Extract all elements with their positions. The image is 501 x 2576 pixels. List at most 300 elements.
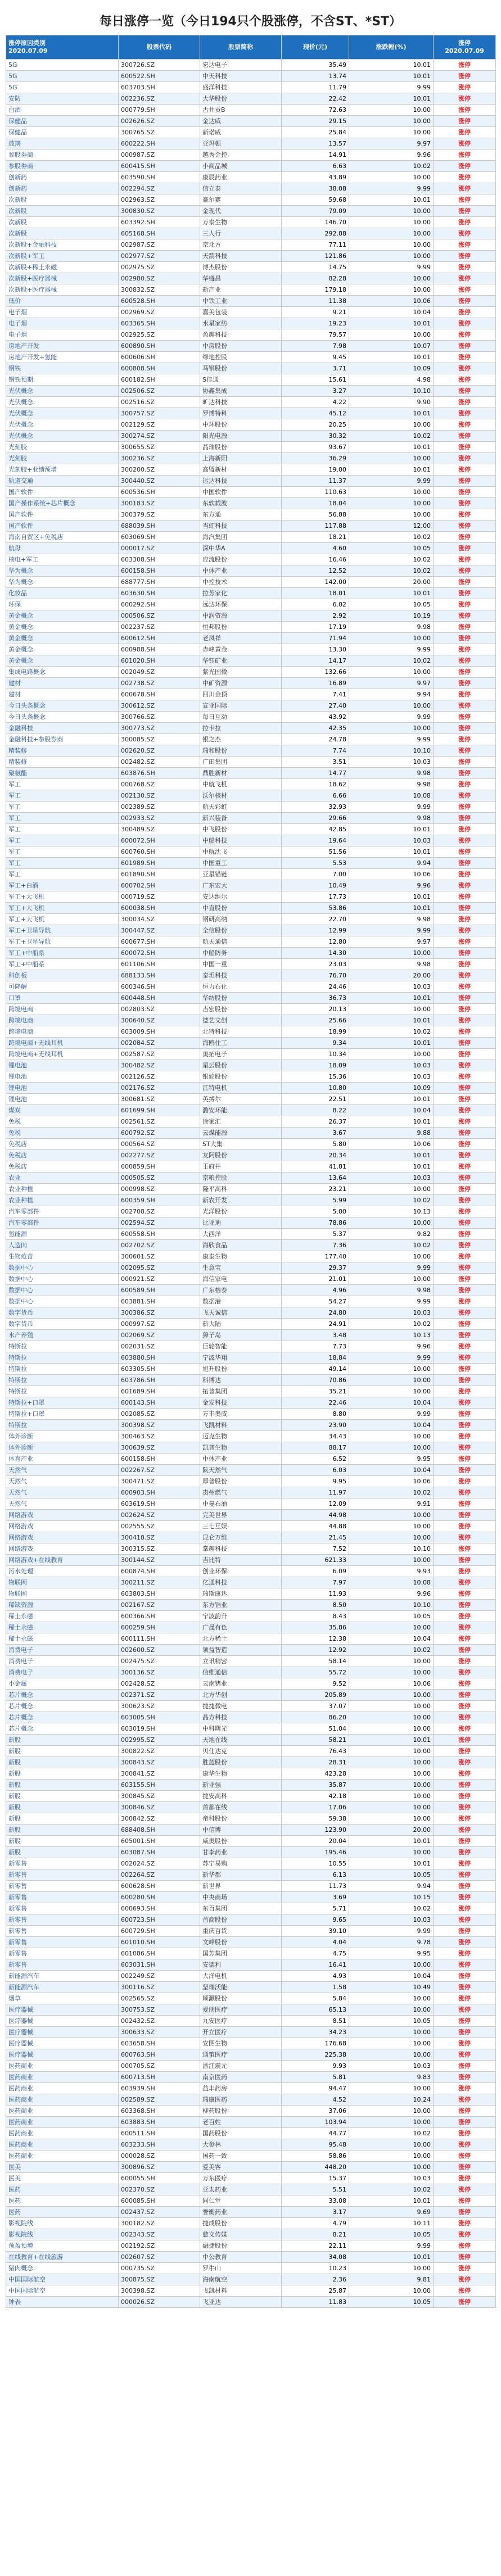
status-cell: 涨停 [434,2106,496,2117]
name-cell: 中国重工 [200,858,282,869]
pct-cell: 10.01 [349,464,434,476]
status-cell: 涨停 [434,2083,496,2094]
sector-cell: 电子烟 [6,307,119,318]
price-cell: 34.08 [282,2252,349,2263]
table-row [6,2038,496,2049]
sector-cell: 核电+军工 [6,554,119,565]
price-cell: 205.89 [282,1690,349,1701]
sector-cell: 集成电路概念 [6,667,119,678]
pct-cell: 10.00 [349,2004,434,2016]
pct-cell: 9.99 [349,476,434,487]
sector-cell: 光伏概念 [6,431,119,442]
table-row [6,802,496,813]
code-cell: 300773.SZ [119,723,200,734]
name-cell: 京北方 [200,239,282,251]
table-row [6,1128,496,1139]
price-cell: 23.21 [282,1184,349,1195]
pct-cell: 10.01 [349,352,434,363]
code-cell: 601699.SH [119,1105,200,1116]
code-cell: 601086.SH [119,1948,200,1959]
price-cell: 11.97 [282,1487,349,1498]
table-row [6,1465,496,1476]
table-row [6,2207,496,2218]
name-cell: 东百集团 [200,1903,282,1914]
pct-cell: 10.00 [349,2139,434,2151]
name-cell: 安达维尔 [200,891,282,903]
table-row [6,981,496,993]
table-row [6,1735,496,1746]
price-cell: 44.77 [282,2128,349,2139]
table-row [6,1274,496,1285]
pct-cell: 10.01 [349,93,434,105]
table-row [6,644,496,655]
price-cell: 4.79 [282,2218,349,2229]
table-row [6,1229,496,1240]
price-cell: 6.02 [282,599,349,610]
sector-cell: 钢铁 [6,363,119,374]
code-cell: 300236.SZ [119,453,200,464]
code-cell: 600259.SH [119,1622,200,1633]
price-cell: 59.68 [282,194,349,206]
status-cell: 涨停 [434,1409,496,1420]
sector-cell: 国产软件 [6,520,119,532]
name-cell: 苏宁易购 [200,1858,282,1869]
table-row [6,1588,496,1600]
code-cell: 002482.SZ [119,757,200,768]
price-cell: 35.86 [282,1622,349,1633]
status-cell: 涨停 [434,1172,496,1184]
price-cell: 19.64 [282,835,349,846]
price-cell: 22.46 [282,1397,349,1409]
sector-cell: 生物疫苗 [6,1251,119,1262]
code-cell: 603365.SH [119,318,200,329]
status-cell: 涨停 [434,1667,496,1678]
pct-cell: 10.00 [349,667,434,678]
pct-cell: 10.00 [349,1802,434,1813]
code-cell: 000719.SZ [119,891,200,903]
code-cell: 300640.SZ [119,1015,200,1026]
name-cell: 潞安环能 [200,1105,282,1116]
price-cell: 88.17 [282,1442,349,1454]
table-row [6,2083,496,2094]
price-cell: 14.30 [282,948,349,959]
pct-cell: 10.00 [349,127,434,138]
sector-cell: 金融科技 [6,723,119,734]
code-cell: 300822.SZ [119,1746,200,1757]
name-cell: 国药股份 [200,2128,282,2139]
name-cell: 中船科技 [200,835,282,846]
pct-cell: 20.00 [349,970,434,981]
table-row [6,689,496,700]
price-cell: 4.75 [282,1948,349,1959]
pct-cell: 10.04 [349,1465,434,1476]
sector-cell: 芯片概念 [6,1690,119,1701]
price-cell: 448.20 [282,2162,349,2173]
table-row [6,1566,496,1577]
sector-cell: 华为概念 [6,565,119,577]
price-cell: 55.72 [282,1667,349,1678]
status-cell: 涨停 [434,1038,496,1049]
sector-cell: 体外诊断 [6,1431,119,1442]
sector-cell: 参股券商 [6,150,119,161]
code-cell: 601106.SH [119,959,200,970]
name-cell: 英搏尔 [200,1094,282,1105]
status-cell: 涨停 [434,757,496,768]
table-row [6,1881,496,1892]
status-cell: 涨停 [434,1386,496,1397]
code-cell: 002607.SZ [119,2252,200,2263]
table-row [6,678,496,689]
status-cell: 涨停 [434,824,496,835]
code-cell: 002249.SZ [119,1971,200,1982]
status-cell: 涨停 [434,790,496,802]
status-cell: 涨停 [434,712,496,723]
name-cell: 捷安高科 [200,1791,282,1802]
sector-cell: 军工 [6,824,119,835]
table-row [6,239,496,251]
sector-cell: 光刻胶+业绩预增 [6,464,119,476]
name-cell: 晶方科技 [200,1712,282,1723]
price-cell: 76.70 [282,970,349,981]
table-row [6,1633,496,1645]
pct-cell: 10.06 [349,869,434,880]
status-cell: 涨停 [434,959,496,970]
pct-cell: 9.99 [349,1409,434,1420]
price-cell: 4.04 [282,1937,349,1948]
status-cell: 涨停 [434,2162,496,2173]
price-cell: 8.80 [282,1409,349,1420]
price-cell: 7.00 [282,869,349,880]
pct-cell: 10.03 [349,1914,434,1926]
name-cell: ST大集 [200,1139,282,1150]
status-cell: 涨停 [434,599,496,610]
code-cell: 300315.SZ [119,1543,200,1555]
status-cell: 涨停 [434,172,496,183]
status-cell: 涨停 [434,1701,496,1712]
price-cell: 7.74 [282,745,349,757]
pct-cell: 12.00 [349,520,434,532]
name-cell: 国芳集团 [200,1948,282,1959]
table-row [6,1813,496,1825]
code-cell: 603630.SH [119,588,200,599]
sector-cell: 低价 [6,296,119,307]
name-cell: 首都在线 [200,1802,282,1813]
pct-cell: 9.98 [349,768,434,779]
status-cell: 涨停 [434,1813,496,1825]
status-cell: 涨停 [434,2027,496,2038]
name-cell: 亚太药业 [200,2184,282,2195]
code-cell: 002095.SZ [119,1262,200,1274]
code-cell: 600522.SH [119,71,200,82]
pct-cell: 9.90 [349,397,434,408]
sector-cell: 医疗器械 [6,2027,119,2038]
table-row [6,880,496,891]
sector-cell: 医药商业 [6,2061,119,2072]
price-cell: 77.11 [282,239,349,251]
sector-cell: 电子烟 [6,318,119,329]
name-cell: 南京医药 [200,2072,282,2083]
status-cell: 涨停 [434,1881,496,1892]
header-status-label: 涨停 [458,39,471,47]
name-cell: 首商股份 [200,1914,282,1926]
code-cell: 600558.SH [119,1229,200,1240]
price-cell: 10.49 [282,880,349,891]
name-cell: 盈趣科技 [200,329,282,341]
code-cell: 002626.SZ [119,116,200,127]
price-cell: 8.21 [282,2229,349,2240]
table-row [6,554,496,565]
pct-cell: 10.00 [349,1532,434,1543]
table-row [6,329,496,341]
price-cell: 17.06 [282,1802,349,1813]
price-cell: 59.38 [282,1813,349,1825]
table-row [6,2128,496,2139]
status-cell: 涨停 [434,318,496,329]
header-row [6,35,496,60]
price-cell: 2.36 [282,2274,349,2285]
code-cell: 600528.SH [119,296,200,307]
name-cell: 远达环保 [200,599,282,610]
price-cell: 20.34 [282,1150,349,1161]
status-cell: 涨停 [434,1780,496,1791]
table-row [6,341,496,352]
pct-cell: 10.00 [349,1555,434,1566]
table-row [6,757,496,768]
code-cell: 600359.SH [119,1195,200,1206]
price-cell: 21.01 [282,1274,349,1285]
status-cell: 涨停 [434,386,496,397]
code-cell: 000921.SZ [119,1274,200,1285]
code-cell: 300418.SZ [119,1532,200,1543]
name-cell: 泰坦科技 [200,970,282,981]
pct-cell: 10.06 [349,296,434,307]
sector-cell: 锂电池 [6,1071,119,1083]
table-row [6,1532,496,1543]
price-cell: 24.91 [282,1319,349,1330]
table-row [6,846,496,858]
code-cell: 002600.SZ [119,1645,200,1656]
sector-cell: 光刻胶 [6,442,119,453]
pct-cell: 10.02 [349,1319,434,1330]
status-cell: 涨停 [434,1498,496,1510]
code-cell: 300875.SZ [119,2274,200,2285]
code-cell: 300482.SZ [119,1060,200,1071]
status-cell: 涨停 [434,2252,496,2263]
price-cell: 82.28 [282,273,349,284]
sector-cell: 预盈预增 [6,2240,119,2252]
name-cell: 华纺股份 [200,993,282,1004]
sector-cell: 农业种植 [6,1195,119,1206]
sector-cell: 5G [6,71,119,82]
status-cell: 涨停 [434,1487,496,1498]
status-cell: 涨停 [434,1004,496,1015]
table-row [6,397,496,408]
code-cell: 600988.SH [119,644,200,655]
sector-cell: 在线教育+在线旅游 [6,2252,119,2263]
status-cell: 涨停 [434,2218,496,2229]
name-cell: 恒邦股份 [200,622,282,633]
table-row [6,1352,496,1364]
header-status [434,35,496,60]
code-cell: 002624.SZ [119,1510,200,1521]
code-cell: 605001.SH [119,1836,200,1847]
pct-cell: 10.03 [349,1071,434,1083]
pct-cell: 10.00 [349,1791,434,1802]
status-cell: 涨停 [434,1959,496,1971]
code-cell: 002702.SZ [119,1240,200,1251]
code-cell: 300601.SZ [119,1251,200,1262]
status-cell: 涨停 [434,1937,496,1948]
code-cell: 002708.SZ [119,1206,200,1217]
code-cell: 600693.SH [119,1903,200,1914]
sector-cell: 新股 [6,1836,119,1847]
table-row [6,217,496,228]
table-row [6,1139,496,1150]
name-cell: 中体产业 [200,565,282,577]
table-row [6,386,496,397]
name-cell: 拉卡拉 [200,723,282,734]
table-row [6,2252,496,2263]
name-cell: 帝科股份 [200,1813,282,1825]
name-cell: 北方稀土 [200,1633,282,1645]
name-cell: 水星家纺 [200,318,282,329]
table-row [6,1049,496,1060]
code-cell: 300182.SZ [119,2218,200,2229]
code-cell: 002031.SZ [119,1341,200,1352]
table-row [6,1869,496,1881]
pct-cell: 10.04 [349,1397,434,1409]
table-row [6,1656,496,1667]
status-cell: 涨停 [434,1532,496,1543]
sector-cell: 免税店 [6,1150,119,1161]
name-cell: 吉宏股份 [200,1004,282,1015]
code-cell: 002236.SZ [119,93,200,105]
status-cell: 涨停 [434,1364,496,1375]
name-cell: 宏达电子 [200,60,282,71]
table-row [6,273,496,284]
code-cell: 300753.SZ [119,2004,200,2016]
table-row [6,509,496,520]
name-cell: 科博达 [200,1375,282,1386]
pct-cell: 10.00 [349,498,434,509]
status-cell: 涨停 [434,1633,496,1645]
table-row [6,2240,496,2252]
table-row [6,768,496,779]
code-cell: 002925.SZ [119,329,200,341]
code-cell: 600760.SH [119,846,200,858]
price-cell: 7.41 [282,689,349,700]
name-cell: 深中华A [200,543,282,554]
price-cell: 42.35 [282,723,349,734]
pct-cell: 9.96 [349,1341,434,1352]
table-row [6,1926,496,1937]
sector-cell: 体外诊断 [6,1442,119,1454]
name-cell: 贵州燃气 [200,1487,282,1498]
table-row [6,858,496,869]
table-row [6,194,496,206]
name-cell: 应流股份 [200,554,282,565]
sector-cell: 医疗器械 [6,2038,119,2049]
status-cell: 涨停 [434,1015,496,1026]
name-cell: 金现代 [200,206,282,217]
sector-cell: 光伏概念 [6,397,119,408]
status-cell: 涨停 [434,2117,496,2128]
name-cell: 新华都 [200,1869,282,1881]
table-row [6,1768,496,1780]
table-row [6,1622,496,1633]
code-cell: 601890.SH [119,869,200,880]
code-cell: 002555.SZ [119,1521,200,1532]
table-row [6,2173,496,2184]
table-row [6,498,496,509]
code-cell: 603087.SH [119,1847,200,1858]
code-cell: 300841.SZ [119,1768,200,1780]
sector-cell: 次新股+医疗器械 [6,273,119,284]
status-cell: 涨停 [434,846,496,858]
price-cell: 16.41 [282,1959,349,1971]
status-cell: 涨停 [434,1757,496,1768]
pct-cell: 9.94 [349,858,434,869]
status-cell: 涨停 [434,1903,496,1914]
code-cell: 002987.SZ [119,239,200,251]
code-cell: 603031.SH [119,1959,200,1971]
price-cell: 79.09 [282,206,349,217]
status-cell: 涨停 [434,1712,496,1723]
name-cell: 爱美客 [200,2162,282,2173]
name-cell: 誉衡药业 [200,2207,282,2218]
status-cell: 涨停 [434,60,496,71]
sector-cell: 医美 [6,2162,119,2173]
code-cell: 002969.SZ [119,307,200,318]
sector-cell: 光伏概念 [6,408,119,419]
sector-cell: 白酒 [6,105,119,116]
sector-cell: 污水处理 [6,1566,119,1577]
sector-cell: 跨境电商+无线耳机 [6,1038,119,1049]
price-cell: 176.68 [282,2038,349,2049]
sector-cell: 免税 [6,1128,119,1139]
sector-cell: 特斯拉 [6,1341,119,1352]
sector-cell: 参股券商 [6,161,119,172]
status-cell: 涨停 [434,2274,496,2285]
sector-cell: 军工 [6,779,119,790]
price-cell: 6.03 [282,1465,349,1476]
table-row [6,1678,496,1690]
sector-cell: 网络游戏+在线教育 [6,1555,119,1566]
code-cell: 000768.SZ [119,779,200,790]
status-cell: 涨停 [434,520,496,532]
pct-cell: 10.10 [349,745,434,757]
table-row [6,318,496,329]
pct-cell: 10.19 [349,610,434,622]
pct-cell: 10.02 [349,2128,434,2139]
pct-cell: 10.01 [349,1015,434,1026]
pct-cell: 10.00 [349,1746,434,1757]
table-row [6,464,496,476]
sector-cell: 数据中心 [6,1274,119,1285]
price-cell: 17.73 [282,891,349,903]
status-cell: 涨停 [434,1251,496,1262]
price-cell: 44.98 [282,1510,349,1521]
name-cell: 中国软件 [200,487,282,498]
name-cell: 安德利 [200,1959,282,1971]
pct-cell: 10.01 [349,993,434,1004]
table-row [6,2027,496,2038]
price-cell: 5.37 [282,1229,349,1240]
price-cell: 4.22 [282,397,349,408]
table-body [6,60,496,2308]
pct-cell: 10.00 [349,1521,434,1532]
sector-cell: 物联网 [6,1588,119,1600]
